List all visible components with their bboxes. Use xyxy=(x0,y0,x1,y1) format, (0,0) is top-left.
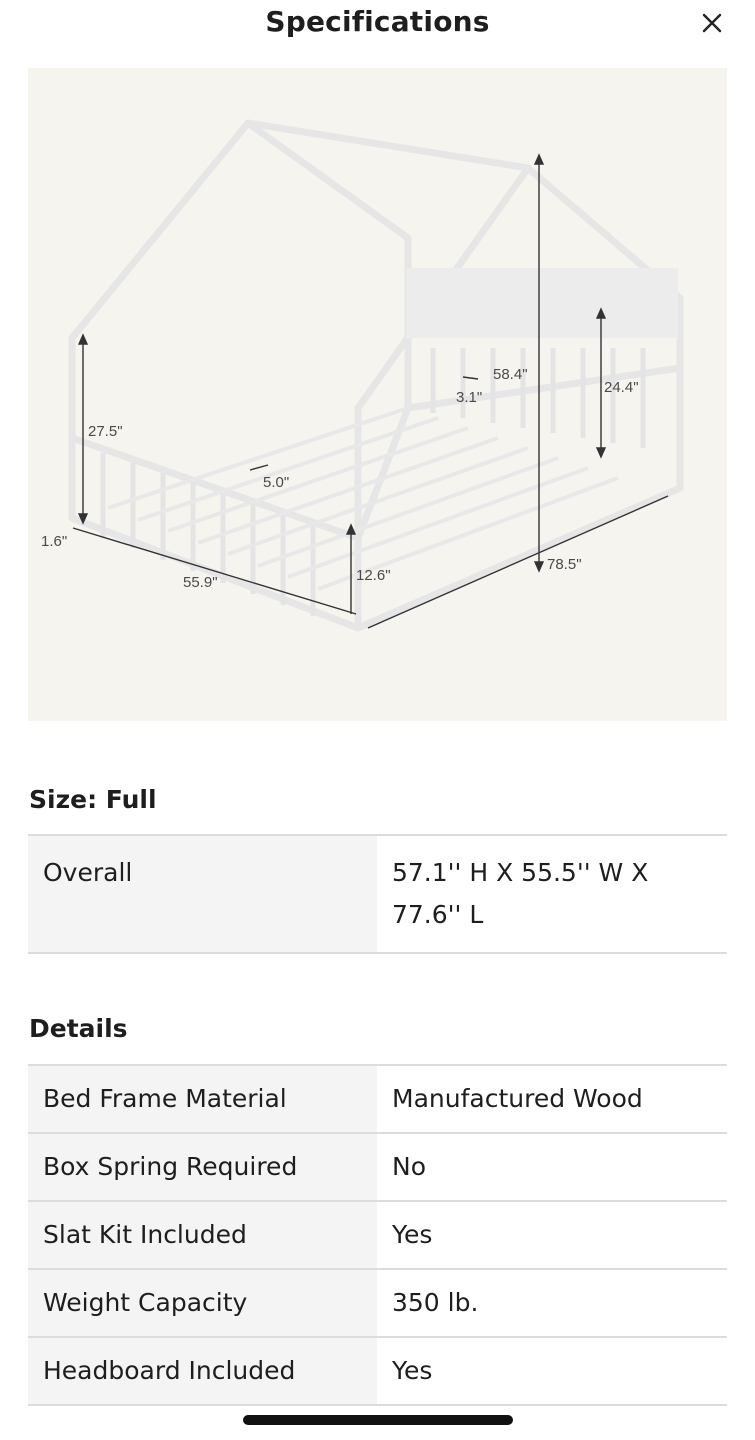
page-title: Specifications xyxy=(265,5,490,38)
details-section-title: Details xyxy=(29,1014,128,1043)
row-label: Slat Kit Included xyxy=(28,1202,377,1268)
bed-dimensions-diagram xyxy=(28,68,727,721)
close-button[interactable] xyxy=(696,8,728,38)
row-value: 57.1'' H X 55.5'' W X 77.6'' L xyxy=(392,858,649,929)
table-row xyxy=(28,1202,727,1270)
label-footboard-height: 27.5" xyxy=(88,423,123,440)
row-value: 350 lb. xyxy=(392,1288,479,1317)
house-bed-illustration xyxy=(28,68,727,721)
row-label: Headboard Included xyxy=(28,1338,377,1404)
label-leg-height: 1.6" xyxy=(41,533,68,550)
row-label: Box Spring Required xyxy=(28,1134,377,1200)
row-label: Bed Frame Material xyxy=(28,1066,377,1132)
table-row xyxy=(28,1338,727,1406)
label-post-width: 3.1" xyxy=(456,389,483,406)
label-width: 55.9" xyxy=(183,574,218,591)
label-slat-gap: 5.0" xyxy=(263,474,290,491)
row-label: Overall xyxy=(28,836,377,952)
home-indicator[interactable] xyxy=(243,1415,513,1425)
label-total-height: 58.4" xyxy=(493,366,528,383)
row-value: Manufactured Wood xyxy=(392,1084,643,1113)
size-section-title: Size: Full xyxy=(29,785,157,814)
row-value: Yes xyxy=(392,1356,433,1385)
table-row xyxy=(28,1270,727,1338)
size-table xyxy=(28,834,727,954)
label-rail-height: 12.6" xyxy=(356,567,391,584)
row-value: No xyxy=(392,1152,426,1181)
label-length: 78.5" xyxy=(547,556,582,573)
details-table xyxy=(28,1064,727,1406)
table-row xyxy=(28,1066,727,1134)
table-row xyxy=(28,836,727,954)
row-label: Weight Capacity xyxy=(28,1270,377,1336)
close-icon xyxy=(702,13,722,33)
table-row xyxy=(28,1134,727,1202)
row-value: Yes xyxy=(392,1220,433,1249)
label-headboard-height: 24.4" xyxy=(604,379,639,396)
